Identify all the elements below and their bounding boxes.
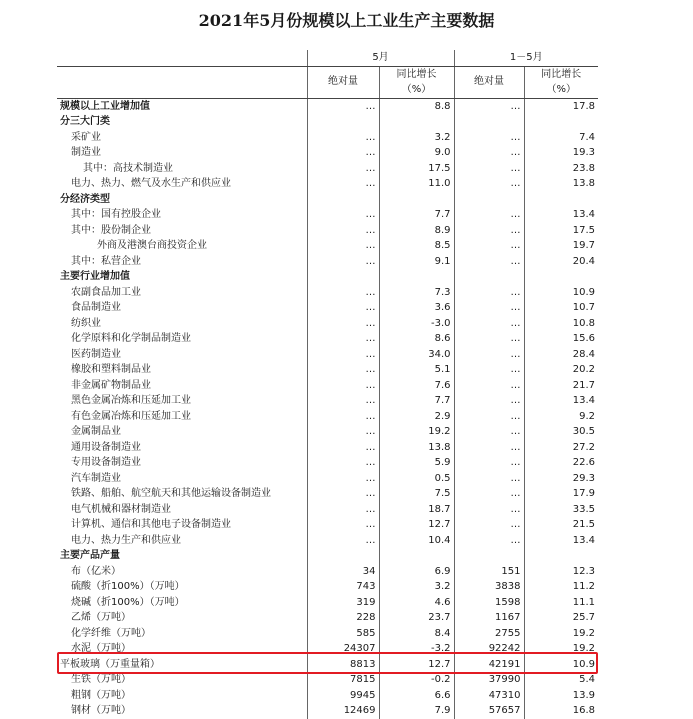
cell-ytd-absolute: … (454, 471, 524, 487)
table-row (57, 626, 598, 642)
cell-ytd-yoy (524, 269, 598, 285)
cell-ytd-yoy (524, 114, 598, 130)
cell-ytd-absolute: … (454, 347, 524, 363)
cell-row-label: 化学纤维（万吨） (71, 627, 151, 639)
cell-row-label: 电力、热力生产和供应业 (71, 534, 181, 546)
cell-ytd-absolute: … (454, 285, 524, 301)
cell-row-label: 主要产品产量 (60, 550, 120, 561)
table-row (57, 378, 598, 394)
cell-may-yoy: 3.6 (379, 300, 454, 316)
cell-row-label: 电力、热力、燃气及水生产和供应业 (71, 178, 231, 189)
cell-may-absolute: 12469 (307, 703, 379, 719)
cell-ytd-yoy: 13.4 (524, 393, 598, 409)
cell-ytd-absolute: … (454, 502, 524, 518)
cell-ytd-absolute: 1598 (454, 595, 524, 611)
cell-ytd-absolute: 92242 (454, 641, 524, 657)
cell-may-yoy (379, 114, 454, 130)
header-may-absolute: 绝对量 (307, 66, 379, 98)
cell-may-absolute: … (307, 145, 379, 161)
cell-may-absolute: 7815 (307, 672, 379, 688)
cell-ytd-absolute: … (454, 207, 524, 223)
table-row (57, 223, 598, 239)
industrial-data-table (57, 50, 598, 719)
cell-may-yoy: 8.8 (379, 98, 454, 114)
table-row (57, 347, 598, 363)
header-columns-row (57, 66, 598, 98)
cell-may-yoy: 6.9 (379, 564, 454, 580)
cell-may-yoy: -3.0 (379, 316, 454, 332)
cell-may-absolute: 34 (307, 564, 379, 580)
table-row (57, 548, 598, 564)
cell-ytd-absolute: … (454, 316, 524, 332)
cell-ytd-yoy: 33.5 (524, 502, 598, 518)
cell-may-yoy: 3.2 (379, 579, 454, 595)
cell-may-yoy: 4.6 (379, 595, 454, 611)
cell-row-label: 其中：国有控股企业 (71, 209, 161, 220)
cell-row-label: 纺织业 (71, 317, 101, 329)
cell-row-label: 铁路、船舶、航空航天和其他运输设备制造业 (71, 488, 271, 499)
cell-ytd-absolute (454, 192, 524, 208)
cell-ytd-absolute: 37990 (454, 672, 524, 688)
cell-may-absolute: … (307, 331, 379, 347)
cell-may-yoy: 19.2 (379, 424, 454, 440)
cell-row-label: 化学原料和化学制品制造业 (71, 333, 191, 344)
cell-may-absolute: … (307, 362, 379, 378)
cell-may-absolute: 9945 (307, 688, 379, 704)
cell-row-label: 硫酸（折100%）（万吨） (71, 581, 185, 592)
cell-row-label: 有色金属冶炼和压延加工业 (71, 410, 191, 422)
table-row (57, 393, 598, 409)
cell-may-absolute (307, 269, 379, 285)
cell-ytd-yoy: 30.5 (524, 424, 598, 440)
cell-row-label: 乙烯（万吨） (71, 612, 131, 623)
cell-row-label: 分三大门类 (60, 116, 110, 127)
cell-may-yoy (379, 548, 454, 564)
cell-may-yoy: 23.7 (379, 610, 454, 626)
cell-row-label: 钢材（万吨） (71, 705, 131, 716)
header-blank-2 (57, 66, 307, 98)
cell-row-label: 其中：股份制企业 (71, 224, 151, 236)
cell-ytd-absolute: … (454, 223, 524, 239)
cell-ytd-absolute (454, 269, 524, 285)
cell-row-label: 专用设备制造业 (71, 457, 141, 468)
cell-row-label: 分经济类型 (60, 193, 110, 205)
cell-ytd-yoy: 21.5 (524, 517, 598, 533)
header-period-row (57, 50, 598, 66)
cell-ytd-absolute: … (454, 424, 524, 440)
table-row (57, 579, 598, 595)
cell-ytd-yoy: 13.4 (524, 533, 598, 549)
cell-row-label: 生铁（万吨） (71, 674, 131, 685)
cell-ytd-absolute: … (454, 455, 524, 471)
cell-may-yoy: -0.2 (379, 672, 454, 688)
table-row (57, 192, 598, 208)
cell-ytd-absolute: … (454, 486, 524, 502)
header-ytd-yoy (524, 66, 598, 98)
cell-may-yoy: 7.3 (379, 285, 454, 301)
cell-row-label: 电气机械和器材制造业 (71, 503, 171, 515)
cell-ytd-absolute: … (454, 393, 524, 409)
cell-ytd-absolute: … (454, 362, 524, 378)
cell-ytd-yoy: 23.8 (524, 161, 598, 177)
cell-ytd-yoy: 21.7 (524, 378, 598, 394)
cell-ytd-absolute: 3838 (454, 579, 524, 595)
cell-may-absolute: 24307 (307, 641, 379, 657)
cell-may-yoy: 7.5 (379, 486, 454, 502)
cell-ytd-yoy: 28.4 (524, 347, 598, 363)
cell-may-absolute: … (307, 207, 379, 223)
cell-may-yoy: 10.4 (379, 533, 454, 549)
cell-may-absolute: 743 (307, 579, 379, 595)
cell-may-absolute: 585 (307, 626, 379, 642)
cell-ytd-yoy: 19.2 (524, 626, 598, 642)
cell-row-label: 农副食品加工业 (71, 286, 141, 298)
header-may-yoy (379, 66, 454, 98)
cell-may-yoy: -3.2 (379, 641, 454, 657)
cell-ytd-yoy: 20.4 (524, 254, 598, 270)
header-blank (57, 50, 307, 66)
cell-ytd-absolute: … (454, 331, 524, 347)
cell-may-absolute: … (307, 533, 379, 549)
cell-ytd-absolute: … (454, 238, 524, 254)
header-yoy-line1: 同比增长 (396, 68, 437, 80)
table-row (57, 130, 598, 146)
cell-row-label: 外商及港澳台商投资企业 (97, 240, 207, 251)
table-row (57, 424, 598, 440)
cell-may-yoy: 5.1 (379, 362, 454, 378)
page-title: 2021年5月份规模以上工业生产主要数据 (198, 11, 495, 30)
cell-may-yoy: 6.6 (379, 688, 454, 704)
cell-may-absolute: 319 (307, 595, 379, 611)
cell-row-label: 通用设备制造业 (71, 441, 141, 453)
cell-row-label: 食品制造业 (71, 302, 121, 313)
cell-ytd-absolute (454, 548, 524, 564)
cell-may-absolute: … (307, 161, 379, 177)
cell-row-label: 平板玻璃（万重量箱） (60, 658, 160, 670)
cell-ytd-absolute: … (454, 254, 524, 270)
cell-ytd-yoy: 7.4 (524, 130, 598, 146)
cell-row-label: 主要行业增加值 (60, 271, 130, 282)
cell-row-label: 其中：高技术制造业 (83, 162, 173, 174)
cell-may-absolute: … (307, 285, 379, 301)
table-row (57, 440, 598, 456)
table-row (57, 269, 598, 285)
cell-row-label: 医药制造业 (71, 348, 121, 360)
cell-ytd-absolute (454, 114, 524, 130)
cell-ytd-absolute: … (454, 145, 524, 161)
cell-may-absolute: … (307, 440, 379, 456)
cell-ytd-absolute: … (454, 517, 524, 533)
table-row (57, 455, 598, 471)
table-row (57, 254, 598, 270)
cell-ytd-yoy: 11.1 (524, 595, 598, 611)
cell-may-absolute (307, 192, 379, 208)
cell-ytd-yoy: 19.3 (524, 145, 598, 161)
cell-may-absolute: … (307, 300, 379, 316)
cell-may-absolute: … (307, 176, 379, 192)
cell-ytd-absolute: 42191 (454, 657, 524, 673)
cell-ytd-absolute: … (454, 533, 524, 549)
table-row (57, 316, 598, 332)
cell-may-yoy: 34.0 (379, 347, 454, 363)
header-yoy-line2: （%） (401, 84, 432, 95)
table-row (57, 703, 598, 719)
cell-may-yoy: 9.0 (379, 145, 454, 161)
table-row (57, 331, 598, 347)
cell-ytd-yoy: 25.7 (524, 610, 598, 626)
cell-may-yoy: 8.6 (379, 331, 454, 347)
cell-may-absolute: … (307, 517, 379, 533)
table-row (57, 610, 598, 626)
cell-may-yoy: 7.7 (379, 393, 454, 409)
cell-may-absolute: 8813 (307, 657, 379, 673)
table-row (57, 98, 598, 114)
cell-may-absolute: … (307, 254, 379, 270)
cell-ytd-yoy: 13.9 (524, 688, 598, 704)
cell-may-yoy: 12.7 (379, 657, 454, 673)
cell-row-label: 采矿业 (71, 131, 101, 143)
cell-ytd-yoy: 12.3 (524, 564, 598, 580)
table-row (57, 300, 598, 316)
cell-may-absolute (307, 548, 379, 564)
cell-may-yoy: 8.5 (379, 238, 454, 254)
cell-ytd-yoy: 10.7 (524, 300, 598, 316)
cell-row-label: 计算机、通信和其他电子设备制造业 (71, 519, 231, 530)
cell-may-absolute: … (307, 424, 379, 440)
table-row (57, 409, 598, 425)
cell-ytd-absolute: 151 (454, 564, 524, 580)
cell-ytd-yoy: 9.2 (524, 409, 598, 425)
table-row (57, 564, 598, 580)
cell-ytd-yoy: 10.9 (524, 285, 598, 301)
cell-ytd-yoy: 17.8 (524, 98, 598, 114)
cell-may-absolute: 228 (307, 610, 379, 626)
table-row (57, 517, 598, 533)
cell-may-absolute: … (307, 130, 379, 146)
cell-row-label: 规模以上工业增加值 (60, 100, 150, 112)
cell-row-label: 粗钢（万吨） (71, 689, 131, 701)
table-row (57, 595, 598, 611)
cell-ytd-yoy: 22.6 (524, 455, 598, 471)
highlight-box (57, 652, 598, 674)
cell-may-yoy: 11.0 (379, 176, 454, 192)
table-row (57, 161, 598, 177)
cell-may-yoy: 18.7 (379, 502, 454, 518)
header-yoy-line2: （%） (546, 84, 577, 95)
cell-ytd-yoy: 13.8 (524, 176, 598, 192)
cell-may-yoy (379, 269, 454, 285)
cell-may-yoy: 7.6 (379, 378, 454, 394)
cell-ytd-yoy: 19.7 (524, 238, 598, 254)
cell-ytd-yoy: 5.4 (524, 672, 598, 688)
cell-ytd-absolute: … (454, 176, 524, 192)
cell-ytd-yoy: 19.2 (524, 641, 598, 657)
header-yoy-line1: 同比增长 (541, 68, 582, 80)
cell-may-yoy: 9.1 (379, 254, 454, 270)
cell-row-label: 非金属矿物制品业 (71, 379, 151, 391)
cell-may-yoy: 3.2 (379, 130, 454, 146)
cell-ytd-absolute: … (454, 161, 524, 177)
table-row (57, 688, 598, 704)
cell-may-absolute: … (307, 455, 379, 471)
table-row (57, 207, 598, 223)
table-row (57, 471, 598, 487)
cell-may-yoy: 7.9 (379, 703, 454, 719)
cell-row-label: 制造业 (71, 147, 101, 158)
header-may: 5月 (307, 50, 454, 66)
cell-ytd-yoy: 17.5 (524, 223, 598, 239)
cell-ytd-yoy (524, 548, 598, 564)
cell-ytd-yoy: 13.4 (524, 207, 598, 223)
cell-ytd-absolute: 47310 (454, 688, 524, 704)
cell-row-label: 橡胶和塑料制品业 (71, 364, 151, 375)
cell-may-yoy (379, 192, 454, 208)
cell-may-yoy: 13.8 (379, 440, 454, 456)
table-row (57, 285, 598, 301)
cell-may-yoy: 8.4 (379, 626, 454, 642)
cell-ytd-absolute: … (454, 300, 524, 316)
cell-ytd-yoy: 17.9 (524, 486, 598, 502)
cell-ytd-yoy: 27.2 (524, 440, 598, 456)
cell-may-yoy: 8.9 (379, 223, 454, 239)
cell-ytd-absolute: … (454, 98, 524, 114)
table-row (57, 114, 598, 130)
cell-ytd-absolute: 2755 (454, 626, 524, 642)
header-jan-may: 1－5月 (454, 50, 598, 66)
cell-may-yoy: 5.9 (379, 455, 454, 471)
cell-row-label: 黑色金属冶炼和压延加工业 (71, 395, 191, 406)
cell-may-absolute: … (307, 378, 379, 394)
table-row (57, 145, 598, 161)
cell-ytd-absolute: … (454, 130, 524, 146)
cell-may-absolute: … (307, 347, 379, 363)
table-row (57, 362, 598, 378)
cell-ytd-yoy: 10.8 (524, 316, 598, 332)
cell-ytd-yoy (524, 192, 598, 208)
cell-may-yoy: 17.5 (379, 161, 454, 177)
cell-row-label: 汽车制造业 (71, 472, 121, 484)
cell-may-absolute: … (307, 471, 379, 487)
table-row (57, 502, 598, 518)
cell-ytd-yoy: 20.2 (524, 362, 598, 378)
cell-may-yoy: 0.5 (379, 471, 454, 487)
cell-ytd-absolute: … (454, 378, 524, 394)
cell-may-absolute: … (307, 486, 379, 502)
cell-ytd-yoy: 10.9 (524, 657, 598, 673)
cell-may-absolute: … (307, 316, 379, 332)
cell-may-absolute: … (307, 409, 379, 425)
cell-row-label: 金属制品业 (71, 426, 121, 437)
cell-row-label: 布（亿米） (71, 565, 121, 577)
cell-ytd-absolute: 57657 (454, 703, 524, 719)
cell-may-absolute: … (307, 393, 379, 409)
cell-row-label: 烧碱（折100%）（万吨） (71, 596, 185, 608)
cell-row-label: 水泥（万吨） (71, 643, 131, 654)
cell-may-yoy: 2.9 (379, 409, 454, 425)
cell-ytd-yoy: 29.3 (524, 471, 598, 487)
cell-ytd-yoy: 16.8 (524, 703, 598, 719)
cell-may-absolute: … (307, 98, 379, 114)
cell-ytd-yoy: 11.2 (524, 579, 598, 595)
cell-may-absolute: … (307, 502, 379, 518)
table-row (57, 533, 598, 549)
table-row (57, 238, 598, 254)
cell-row-label: 其中：私营企业 (71, 255, 141, 267)
cell-may-yoy: 12.7 (379, 517, 454, 533)
cell-ytd-absolute: … (454, 409, 524, 425)
table-row (57, 176, 598, 192)
cell-may-yoy: 7.7 (379, 207, 454, 223)
table-row (57, 486, 598, 502)
table-body (57, 98, 598, 719)
cell-ytd-absolute: 1167 (454, 610, 524, 626)
cell-ytd-yoy: 15.6 (524, 331, 598, 347)
table-row (57, 672, 598, 688)
cell-may-absolute: … (307, 223, 379, 239)
cell-may-absolute (307, 114, 379, 130)
cell-may-absolute: … (307, 238, 379, 254)
cell-ytd-absolute: … (454, 440, 524, 456)
header-ytd-absolute: 绝对量 (454, 66, 524, 98)
